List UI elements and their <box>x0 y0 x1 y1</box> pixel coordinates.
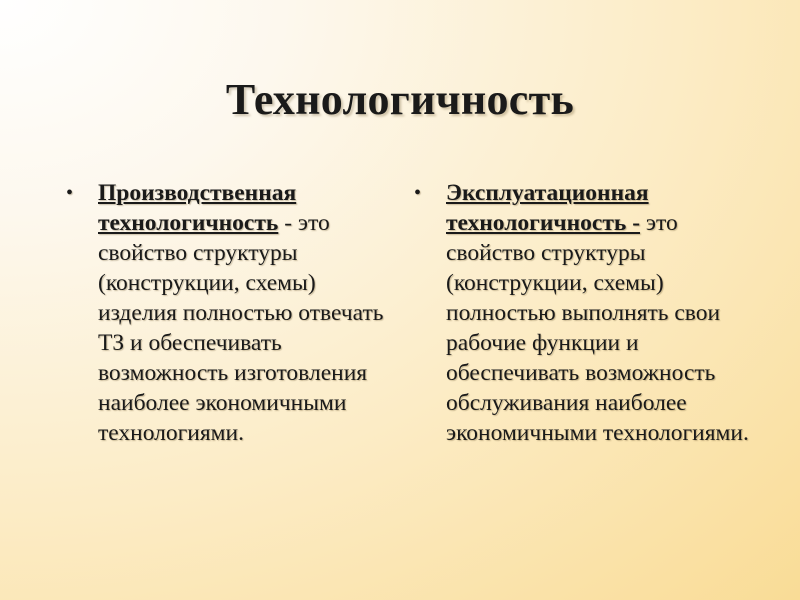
right-term: Эксплуатационная технологичность - <box>446 180 649 236</box>
left-definition: - это свойство структуры (конструкции, схемы) изделия полностью отвечать ТЗ и обеспечивать возможность изготовления наиболее экономичными технологиями. <box>98 210 384 446</box>
slide-title: Технологичность <box>225 75 575 124</box>
right-column <box>414 178 754 448</box>
left-term: Производственная технологичность <box>98 180 297 236</box>
left-paragraph <box>98 178 396 448</box>
left-column <box>66 178 396 448</box>
right-definition: это свойство структуры (конструкции, схемы) полностью выполнять свои рабочие функции и обеспечивать возможность обслуживания наиболее экономичными технологиями. <box>446 210 749 446</box>
right-paragraph <box>446 178 754 448</box>
bullet-icon: • <box>414 182 422 204</box>
bullet-icon: • <box>66 182 74 204</box>
